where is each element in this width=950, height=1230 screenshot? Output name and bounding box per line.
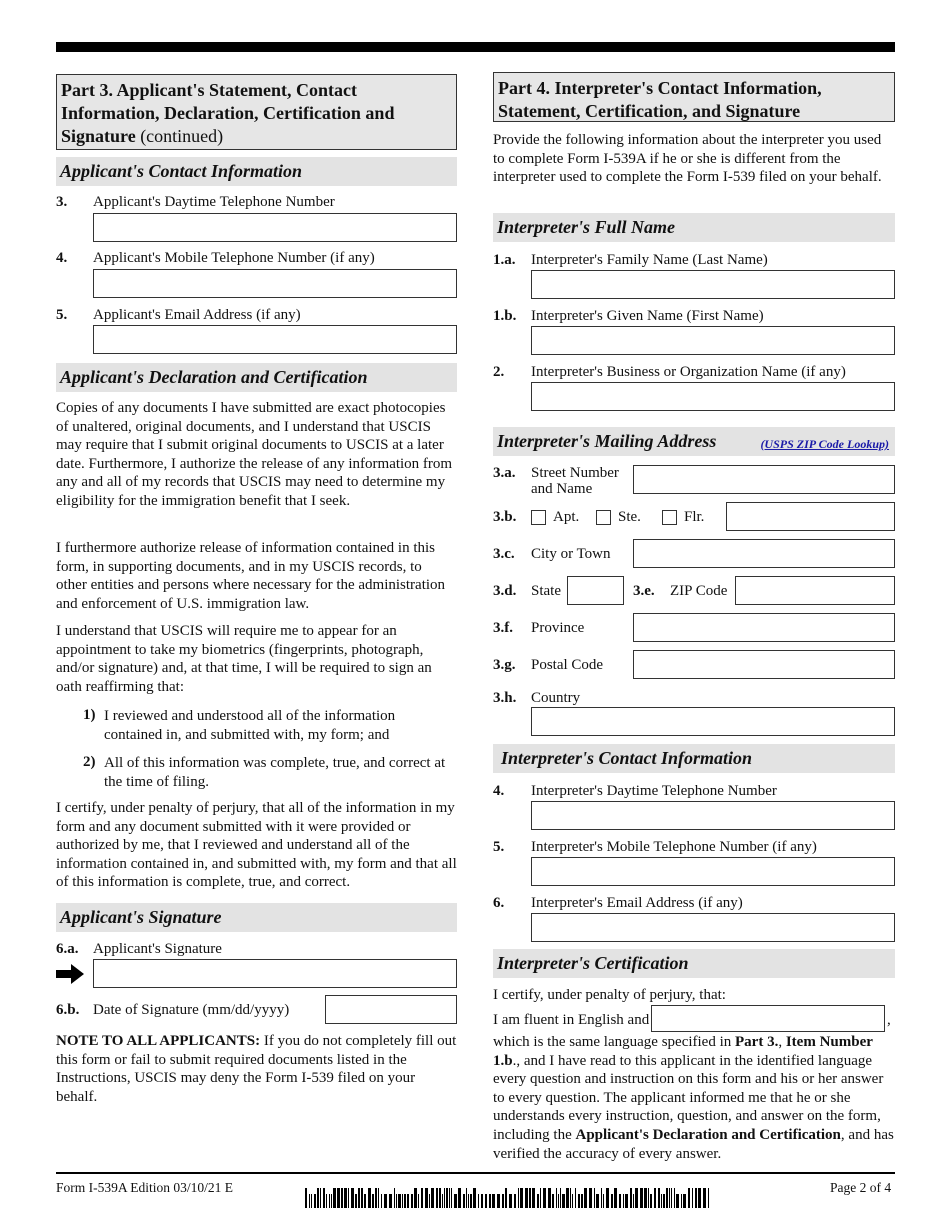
fluent-label: I am fluent in English and	[493, 1012, 650, 1028]
item-number: 4.	[493, 783, 505, 799]
barcode-bar	[640, 1188, 643, 1208]
barcode-bar	[619, 1194, 621, 1208]
barcode	[305, 1186, 713, 1208]
barcode-bar	[389, 1194, 392, 1208]
barcode-bar	[329, 1194, 330, 1208]
barcode-bar	[630, 1188, 632, 1208]
barcode-bar	[502, 1194, 504, 1208]
barcode-bar	[698, 1188, 701, 1208]
item-number: 5.	[493, 839, 505, 855]
barcode-bar	[681, 1194, 682, 1208]
barcode-bar	[485, 1194, 487, 1208]
barcode-bar	[556, 1188, 557, 1208]
barcode-bar	[333, 1188, 336, 1208]
item-number: 6.a.	[56, 941, 79, 957]
province-input[interactable]	[633, 613, 895, 642]
item-number: 3.	[56, 194, 68, 210]
barcode-bar	[361, 1188, 363, 1208]
barcode-bar	[492, 1194, 495, 1208]
certification-intro: I certify, under penalty of perjury, that:	[493, 987, 726, 1003]
barcode-bar	[650, 1194, 652, 1208]
barcode-bar	[337, 1188, 340, 1208]
postal-code-input[interactable]	[633, 650, 895, 679]
barcode-bar	[309, 1194, 310, 1208]
barcode-bar	[683, 1194, 686, 1208]
barcode-bar	[543, 1188, 546, 1208]
barcode-bar	[466, 1188, 467, 1208]
applicant-signature-section: Applicant's Signature	[56, 903, 457, 932]
part3-header	[56, 74, 457, 150]
part4-header: Part 4. Interpreter's Contact Information, Statement, Certification, and Signature	[493, 72, 895, 122]
applicant-email-input[interactable]	[93, 325, 457, 354]
interpreter-mobile-phone-label: Interpreter's Mobile Telephone Number (if any)	[531, 839, 817, 855]
flr-label: Flr.	[684, 509, 705, 525]
barcode-bar	[578, 1194, 580, 1208]
interpreter-business-name-label: Interpreter's Business or Organization Name (if any)	[531, 364, 846, 380]
barcode-bar	[364, 1194, 366, 1208]
barcode-bar	[558, 1194, 559, 1208]
barcode-bar	[708, 1188, 709, 1208]
list-number: 1)	[83, 707, 96, 723]
barcode-bar	[532, 1188, 535, 1208]
interpreter-language-input[interactable]	[651, 1005, 885, 1032]
barcode-bar	[520, 1188, 523, 1208]
barcode-bar	[394, 1188, 395, 1208]
barcode-bar	[407, 1194, 409, 1208]
barcode-bar	[575, 1188, 576, 1208]
note-text: If you do not completely fill out this form or fail to submit required documents listed in the Instructions, USCIS may deny the Form I-539 filed on your behalf.	[56, 1033, 457, 1105]
barcode-bar	[378, 1188, 379, 1208]
cert-text-4: , and has verified the accuracy of every answer.	[493, 1126, 894, 1162]
barcode-bar	[473, 1188, 476, 1208]
cert-bold-part: Part 3.	[735, 1034, 779, 1050]
barcode-bar	[398, 1194, 401, 1208]
zip-code-lookup-link[interactable]: (USPS ZIP Code Lookup)	[760, 437, 889, 451]
apt-label: Apt.	[553, 509, 580, 525]
barcode-bar	[560, 1188, 561, 1208]
city-input[interactable]	[633, 539, 895, 568]
applicant-email-label: Applicant's Email Address (if any)	[93, 307, 301, 323]
item-number: 3.h.	[493, 690, 517, 706]
barcode-bar	[525, 1188, 528, 1208]
form-edition: Form I-539A Edition 03/10/21 E	[56, 1180, 233, 1195]
ste-label: Ste.	[618, 509, 641, 525]
zip-code-label: ZIP Code	[670, 583, 728, 599]
arrow-right-icon	[56, 964, 84, 984]
note-to-applicants	[56, 1032, 458, 1106]
fluent-comma: ,	[887, 1012, 891, 1028]
barcode-bar	[540, 1188, 541, 1208]
barcode-bar	[584, 1188, 587, 1208]
unit-number-input[interactable]	[726, 502, 895, 531]
barcode-bar	[449, 1188, 450, 1208]
applicant-signature-input[interactable]	[93, 959, 457, 988]
barcode-bar	[648, 1188, 649, 1208]
top-rule	[56, 42, 895, 52]
signature-date-label: Date of Signature (mm/dd/yyyy)	[93, 1002, 290, 1018]
applicant-mobile-phone-label: Applicant's Mobile Telephone Number (if any)	[93, 250, 375, 266]
barcode-bar	[439, 1188, 441, 1208]
interpreter-given-name-input[interactable]	[531, 326, 895, 355]
item-number: 1.b.	[493, 308, 517, 324]
ste-checkbox[interactable]	[596, 510, 611, 525]
street-label-line1: Street Number	[531, 465, 619, 481]
barcode-bar	[669, 1188, 670, 1208]
barcode-bar	[305, 1188, 307, 1208]
barcode-bar	[548, 1188, 551, 1208]
interpreter-email-input[interactable]	[531, 913, 895, 942]
barcode-bar	[454, 1194, 457, 1208]
certification-statement	[493, 1033, 895, 1163]
barcode-bar	[358, 1188, 360, 1208]
interpreter-given-name-label: Interpreter's Given Name (First Name)	[531, 308, 764, 324]
interpreter-business-name-input[interactable]	[531, 382, 895, 411]
item-number: 3.d.	[493, 583, 517, 599]
country-input[interactable]	[531, 707, 895, 736]
street-name-input[interactable]	[633, 465, 895, 494]
interpreter-email-label: Interpreter's Email Address (if any)	[531, 895, 743, 911]
barcode-bar	[601, 1188, 602, 1208]
barcode-bar	[341, 1188, 343, 1208]
barcode-bar	[509, 1194, 512, 1208]
barcode-bar	[351, 1188, 354, 1208]
barcode-bar	[518, 1188, 519, 1208]
barcode-bar	[661, 1194, 662, 1208]
street-name-label	[531, 465, 619, 497]
barcode-bar	[418, 1194, 419, 1208]
barcode-bar	[688, 1188, 690, 1208]
interpreter-mobile-phone-input[interactable]	[531, 857, 895, 886]
flr-checkbox[interactable]	[662, 510, 677, 525]
barcode-bar	[402, 1194, 403, 1208]
barcode-bar	[355, 1194, 357, 1208]
barcode-bar	[623, 1194, 624, 1208]
barcode-bar	[489, 1194, 491, 1208]
barcode-bar	[326, 1194, 327, 1208]
barcode-bar	[372, 1194, 374, 1208]
item-number: 4.	[56, 250, 68, 266]
item-number: 5.	[56, 307, 68, 323]
barcode-bar	[658, 1188, 660, 1208]
city-label: City or Town	[531, 546, 611, 562]
barcode-bar	[603, 1194, 604, 1208]
barcode-bar	[663, 1194, 665, 1208]
barcode-bar	[572, 1194, 573, 1208]
applicant-declaration-section: Applicant's Declaration and Certification	[56, 363, 457, 392]
cert-text-1: which is the same language specified in	[493, 1034, 736, 1050]
list-number: 2)	[83, 754, 96, 770]
barcode-bar	[566, 1188, 569, 1208]
barcode-bar	[421, 1188, 423, 1208]
barcode-bar	[625, 1194, 628, 1208]
interpreter-mailing-section	[493, 427, 895, 456]
province-label: Province	[531, 620, 585, 636]
barcode-bar	[633, 1194, 634, 1208]
barcode-bar	[481, 1194, 483, 1208]
barcode-bar	[375, 1188, 377, 1208]
barcode-bar	[314, 1194, 316, 1208]
declaration-paragraph-2: I furthermore authorize release of information contained in this form, in supporting documents, and in my USCIS records, to other entities and persons where necessary for the administration and enforcement of U.S. immigration law.	[56, 540, 446, 612]
applicant-mobile-phone-input[interactable]	[93, 269, 457, 298]
barcode-bar	[692, 1188, 693, 1208]
cert-bold-item: Item Number 1.b	[493, 1034, 873, 1069]
barcode-bar	[529, 1188, 531, 1208]
barcode-bar	[381, 1194, 382, 1208]
declaration-paragraph-3: I understand that USCIS will require me to appear for an appointment to take my biometrics (fingerprints, photograph, and/or signature) and, at that time, I will be required to sign an oath reaffirming that:	[56, 623, 432, 695]
barcode-bar	[442, 1194, 443, 1208]
barcode-bar	[468, 1194, 469, 1208]
oath-item-1: I reviewed and understood all of the information contained in, and submitted with, my form; and	[104, 708, 396, 743]
item-number: 1.a.	[493, 252, 516, 268]
apt-checkbox[interactable]	[531, 510, 546, 525]
barcode-bar	[446, 1188, 448, 1208]
item-number: 3.g.	[493, 657, 516, 673]
zip-code-input[interactable]	[735, 576, 895, 605]
barcode-bar	[384, 1194, 387, 1208]
barcode-bar	[635, 1188, 638, 1208]
state-select[interactable]	[567, 576, 624, 605]
interpreter-fullname-section: Interpreter's Full Name	[493, 213, 895, 242]
item-number: 6.b.	[56, 1002, 80, 1018]
cert-bold-declaration: Applicant's Declaration and Certification	[575, 1126, 841, 1143]
declaration-paragraph-1: Copies of any documents I have submitted are exact photocopies of unaltered, original documents, and I understand that USCIS may require that I submit original documents to USCIS at a later date. Furthermore, I authorize the release of any information from any and all of my records that USCIS may need to determine my eligibility for the immigration benefit that I seek.	[56, 400, 453, 509]
interpreter-mailing-title: Interpreter's Mailing Address	[497, 431, 717, 451]
barcode-bar	[589, 1188, 592, 1208]
applicant-signature-label: Applicant's Signature	[93, 941, 222, 957]
barcode-bar	[614, 1188, 617, 1208]
barcode-bar	[425, 1188, 428, 1208]
barcode-bar	[644, 1188, 647, 1208]
state-label: State	[531, 583, 561, 599]
street-label-line2: and Name	[531, 481, 593, 497]
barcode-bar	[478, 1194, 479, 1208]
item-number: 2.	[493, 364, 505, 380]
interpreter-daytime-phone-input[interactable]	[531, 801, 895, 830]
barcode-bar	[596, 1194, 599, 1208]
barcode-bar	[404, 1194, 406, 1208]
barcode-bar	[436, 1188, 438, 1208]
country-label: Country	[531, 690, 581, 706]
barcode-bar	[463, 1194, 465, 1208]
barcode-bar	[411, 1194, 413, 1208]
cert-text-3: ., and I have read to this applicant in the identified language every question and instruction on this form and his or her answer to every question. The applicant informed me that he or she understands every instruction, question, and answer on the form, including the	[493, 1052, 884, 1143]
barcode-bar	[674, 1188, 675, 1208]
item-number: 3.c.	[493, 546, 515, 562]
declaration-paragraph-4: I certify, under penalty of perjury, that all of the information in my form and any document submitted with it were provided or authorized by me, that I reviewed and understand all of the information contained in, and submitted with, my form and that all of this information is complete, true, and correct.	[56, 800, 457, 891]
barcode-bar	[451, 1188, 452, 1208]
applicant-daytime-phone-label: Applicant's Daytime Telephone Number	[93, 194, 335, 210]
item-number: 6.	[493, 895, 505, 911]
part3-title: Part 3. Applicant's Statement, Contact Information, Declaration, Certification and Signature	[61, 80, 395, 146]
item-number: 3.b.	[493, 509, 517, 525]
barcode-bar	[581, 1194, 583, 1208]
applicant-daytime-phone-input[interactable]	[93, 213, 457, 242]
interpreter-daytime-phone-label: Interpreter's Daytime Telephone Number	[531, 783, 777, 799]
barcode-bar	[703, 1188, 706, 1208]
barcode-bar	[331, 1194, 332, 1208]
item-number: 3.e.	[633, 583, 655, 599]
barcode-bar	[458, 1188, 461, 1208]
signature-date-input[interactable]	[325, 995, 457, 1024]
oath-item-2: All of this information was complete, true, and correct at the time of filing.	[104, 755, 446, 790]
barcode-bar	[606, 1188, 609, 1208]
footer-rule	[56, 1172, 895, 1174]
cert-text-2: ,	[778, 1034, 786, 1050]
barcode-bar	[594, 1188, 595, 1208]
barcode-bar	[514, 1194, 516, 1208]
interpreter-family-name-label: Interpreter's Family Name (Last Name)	[531, 252, 768, 268]
barcode-bar	[505, 1188, 507, 1208]
interpreter-contact-section: Interpreter's Contact Information	[493, 744, 895, 773]
barcode-bar	[497, 1194, 500, 1208]
note-heading: NOTE TO ALL APPLICANTS:	[56, 1033, 261, 1049]
barcode-bar	[671, 1188, 672, 1208]
barcode-bar	[666, 1188, 668, 1208]
barcode-bar	[611, 1194, 613, 1208]
barcode-bar	[444, 1188, 445, 1208]
barcode-bar	[344, 1188, 347, 1208]
barcode-bar	[562, 1194, 565, 1208]
page-number: Page 2 of 4	[830, 1180, 892, 1195]
barcode-bar	[311, 1194, 312, 1208]
barcode-bar	[654, 1188, 656, 1208]
barcode-bar	[431, 1188, 434, 1208]
applicant-contact-section: Applicant's Contact Information	[56, 157, 457, 186]
barcode-bar	[320, 1188, 321, 1208]
barcode-bar	[695, 1188, 697, 1208]
barcode-bar	[317, 1188, 319, 1208]
barcode-bar	[429, 1194, 430, 1208]
item-number: 3.f.	[493, 620, 513, 636]
barcode-bar	[552, 1194, 554, 1208]
interpreter-certification-section: Interpreter's Certification	[493, 949, 895, 978]
part4-intro: Provide the following information about the interpreter you used to complete Form I-539A if he or she is different from the interpreter used to complete the Form I-539 filed on your behalf.	[493, 132, 882, 186]
barcode-bar	[368, 1188, 371, 1208]
barcode-bar	[396, 1194, 397, 1208]
barcode-bar	[323, 1188, 325, 1208]
barcode-bar	[676, 1194, 679, 1208]
barcode-bar	[570, 1188, 571, 1208]
barcode-bar	[414, 1188, 417, 1208]
part3-title-continued: (continued)	[140, 126, 224, 146]
barcode-bar	[348, 1188, 349, 1208]
interpreter-family-name-input[interactable]	[531, 270, 895, 299]
barcode-bar	[470, 1194, 472, 1208]
item-number: 3.a.	[493, 465, 516, 481]
postal-code-label: Postal Code	[531, 657, 604, 673]
barcode-bar	[537, 1194, 539, 1208]
